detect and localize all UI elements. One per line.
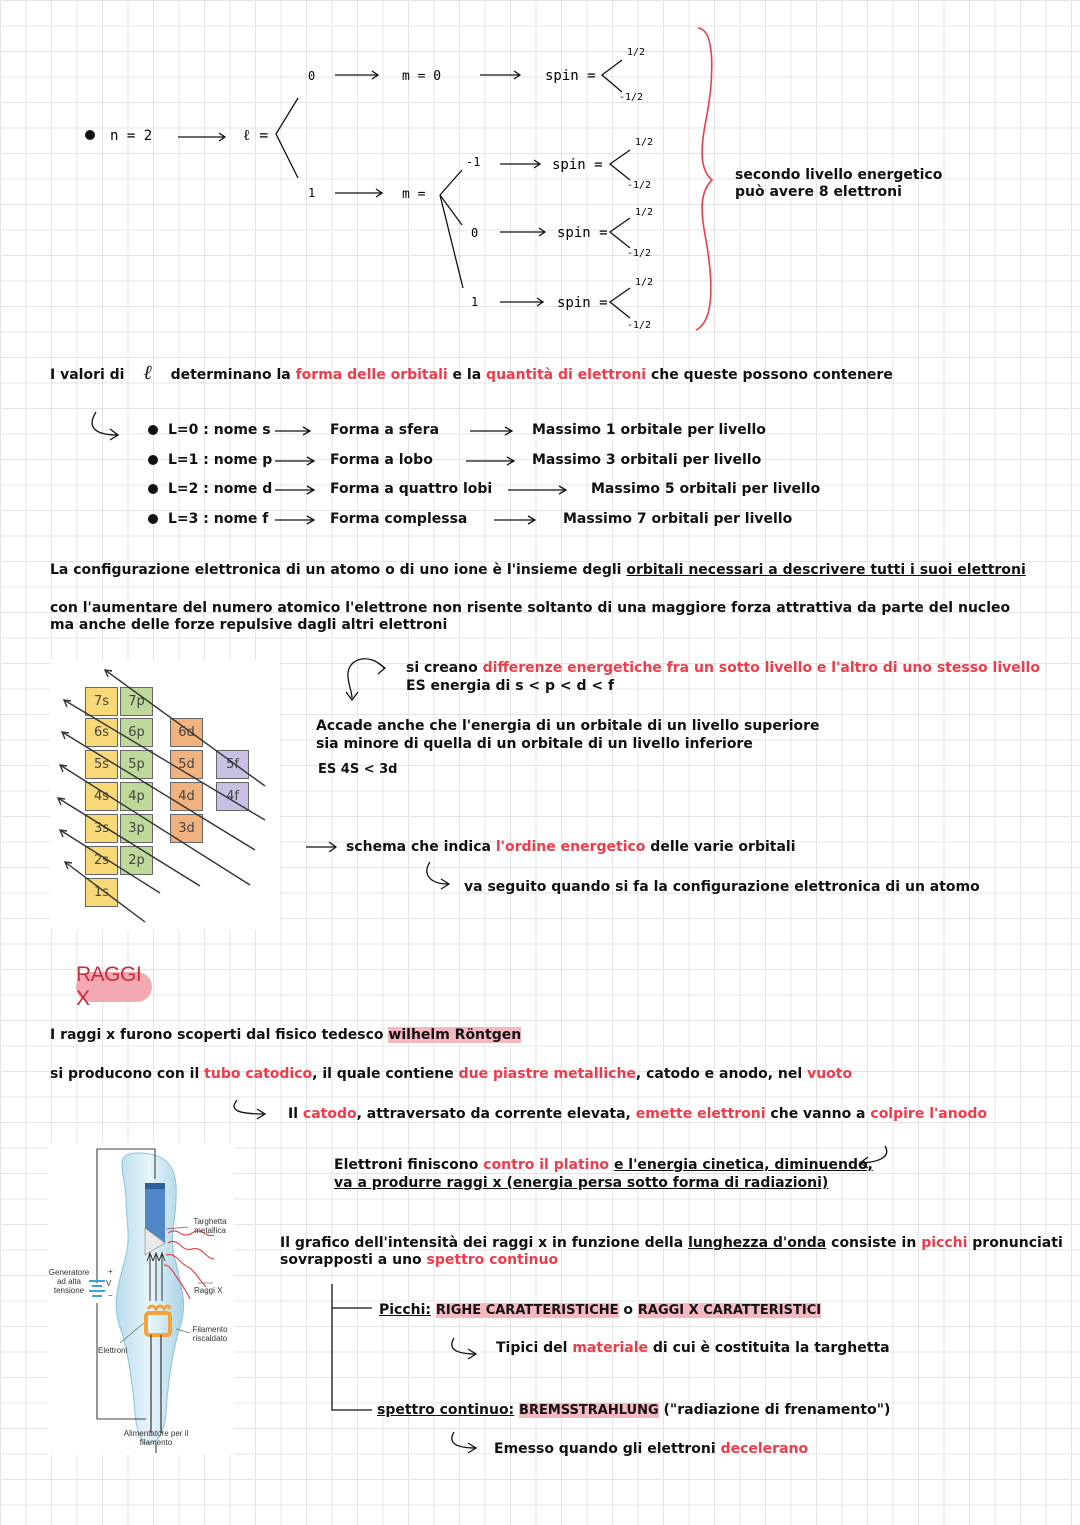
orbital-2s: 2s	[85, 846, 118, 875]
m-0: 0	[471, 226, 479, 240]
l-row-max: Massimo 7 orbitali per livello	[563, 511, 793, 527]
target-label: Targhetta metallica	[193, 1217, 227, 1235]
orbital-6s: 6s	[85, 718, 118, 747]
xrays-label: Raggi X	[194, 1286, 223, 1295]
l-row-name: L=0 : nome s	[168, 422, 271, 438]
spin-neg-half: -1/2	[619, 92, 644, 103]
spin-label: spin =	[557, 225, 608, 241]
orbital-4p: 4p	[120, 782, 153, 811]
l-label: ℓ =	[243, 126, 269, 144]
diagonal-arrows	[50, 660, 280, 930]
orbital-3s: 3s	[85, 814, 118, 843]
supply-label: Alimentatore per il filamento	[123, 1429, 189, 1447]
m-eq-0: m = 0	[402, 69, 442, 84]
intro-l-line: I valori di ℓ determinano la forma delle orbitali e la quantità di elettroni che queste possono contenere	[50, 360, 893, 384]
discovery-line: I raggi x furono scoperti dal fisico tedesco wilhelm Röntgen	[50, 1027, 522, 1043]
spin-label: spin =	[557, 295, 608, 311]
continuous-note: Emesso quando gli elettroni decelerano	[494, 1441, 809, 1457]
inversion-line-2: sia minore di quella di un orbitale di un livello inferiore	[316, 736, 753, 752]
orbital-5s: 5s	[85, 750, 118, 779]
cathode-line: Il catodo, attraversato da corrente elevata, emette elettroni che vanno a colpire l'anodo	[288, 1106, 987, 1122]
l1-value: 1	[308, 186, 316, 200]
voltage-label: V	[106, 1279, 112, 1288]
spin-half: 1/2	[635, 277, 654, 288]
orbital-4d: 4d	[170, 782, 203, 811]
l-row-shape: Forma a quattro lobi	[330, 481, 493, 497]
repulsion-line-2: ma anche delle forze repulsive dagli altri elettroni	[50, 617, 448, 633]
spin-half: 1/2	[635, 137, 654, 148]
orbital-4s: 4s	[85, 782, 118, 811]
cathode-arrow	[225, 1096, 285, 1124]
bullet	[85, 130, 95, 140]
l0-value: 0	[308, 69, 316, 83]
electrons-label: Elettroni	[98, 1346, 128, 1355]
m-eq: m =	[402, 187, 426, 202]
electrons-line-1: Elettroni finiscono contro il platino e l'energia cinetica, diminuendo,	[334, 1157, 873, 1173]
orbital-6p: 6p	[120, 718, 153, 747]
curved-arrow	[340, 652, 400, 707]
config-line: La configurazione elettronica di un atomo o di uno ione è l'insieme degli orbitali necessari a descrivere tutti i suoi elettroni	[50, 562, 1026, 578]
aufbau-diagram	[50, 660, 280, 930]
orbital-3d: 3d	[170, 814, 203, 843]
l-row-shape: Forma complessa	[330, 511, 468, 527]
inversion-line-1: Accade anche che l'energia di un orbitale di un livello superiore	[316, 718, 820, 734]
continuous-line: spettro continuo: BREMSSTRAHLUNG ("radiazione di frenamento")	[377, 1402, 891, 1418]
energy-diff-line: si creano differenze energetiche fra un sotto livello e l'altro di uno stesso livello	[406, 660, 1040, 676]
brace-note: secondo livello energetico può avere 8 elettroni	[735, 167, 943, 200]
l-row-max: Massimo 3 orbitali per livello	[532, 452, 762, 468]
electrons-line-2: va a produrre raggi x (energia persa sotto forma di radiazioni)	[334, 1175, 829, 1191]
plus-label: +	[108, 1267, 113, 1276]
orbital-7p: 7p	[120, 687, 153, 716]
l-row-max: Massimo 5 orbitali per livello	[591, 481, 821, 497]
spin-label: spin =	[545, 68, 596, 84]
l-row-name: L=3 : nome f	[168, 511, 269, 527]
energy-diff-example: ES energia di s < p < d < f	[406, 678, 615, 694]
repulsion-line-1: con l'aumentare del numero atomico l'elettrone non risente soltanto di una maggiore forza attrattiva da parte del nucleo	[50, 600, 1011, 616]
orbital-7s: 7s	[85, 687, 118, 716]
xray-tube-illustration	[48, 1143, 234, 1455]
curly-brace	[696, 28, 712, 330]
generator-label: Generatore ad alta tensione	[48, 1268, 90, 1295]
spin-label: spin =	[552, 157, 603, 173]
orbital-2p: 2p	[120, 846, 153, 875]
l-row-name: L=2 : nome d	[168, 481, 273, 497]
m-minus1: -1	[466, 155, 481, 169]
hook-arrow	[855, 1142, 895, 1170]
orbital-1s: 1s	[85, 878, 118, 907]
l-row-max: Massimo 1 orbitale per livello	[532, 422, 766, 438]
n-label: n = 2	[110, 128, 153, 144]
orbital-5p: 5p	[120, 750, 153, 779]
spin-neg-half: -1/2	[627, 180, 652, 191]
inversion-example: ES 4S < 3d	[318, 762, 398, 777]
orbital-5f: 5f	[216, 750, 249, 779]
section-title-raggi-x: RAGGI X	[76, 972, 152, 1002]
tube-drawing	[48, 1143, 234, 1455]
orbital-3p: 3p	[120, 814, 153, 843]
spin-neg-half: -1/2	[627, 320, 652, 331]
m-1: 1	[471, 295, 479, 309]
l-row-name: L=1 : nome p	[168, 452, 273, 468]
spin-half: 1/2	[635, 207, 654, 218]
graph-line-1: Il grafico dell'intensità dei raggi x in funzione della lunghezza d'onda consiste in picchi pronunciati	[280, 1235, 1063, 1251]
production-line: si producono con il tubo catodico, il quale contiene due piastre metalliche, catodo e anodo, nel vuoto	[50, 1066, 853, 1082]
l-row-shape: Forma a lobo	[330, 452, 433, 468]
filament-label: Filamento riscaldato	[192, 1325, 228, 1343]
orbital-5d: 5d	[170, 750, 203, 779]
spin-neg-half: -1/2	[627, 248, 652, 259]
l-row-shape: Forma a sfera	[330, 422, 440, 438]
scheme-follow: va seguito quando si fa la configurazione elettronica di un atomo	[464, 879, 980, 895]
graph-line-2: sovrapposti a uno spettro continuo	[280, 1252, 559, 1268]
peaks-note: Tipici del materiale di cui è costituita la targhetta	[496, 1340, 890, 1356]
orbital-4f: 4f	[216, 782, 249, 811]
peaks-line: Picchi: RIGHE CARATTERISTICHE o RAGGI X CARATTERISTICI	[379, 1302, 822, 1318]
minus-label: −	[108, 1291, 113, 1300]
spin-half: 1/2	[627, 47, 646, 58]
orbital-6d: 6d	[170, 718, 203, 747]
scheme-line: schema che indica l'ordine energetico delle varie orbitali	[346, 839, 796, 855]
